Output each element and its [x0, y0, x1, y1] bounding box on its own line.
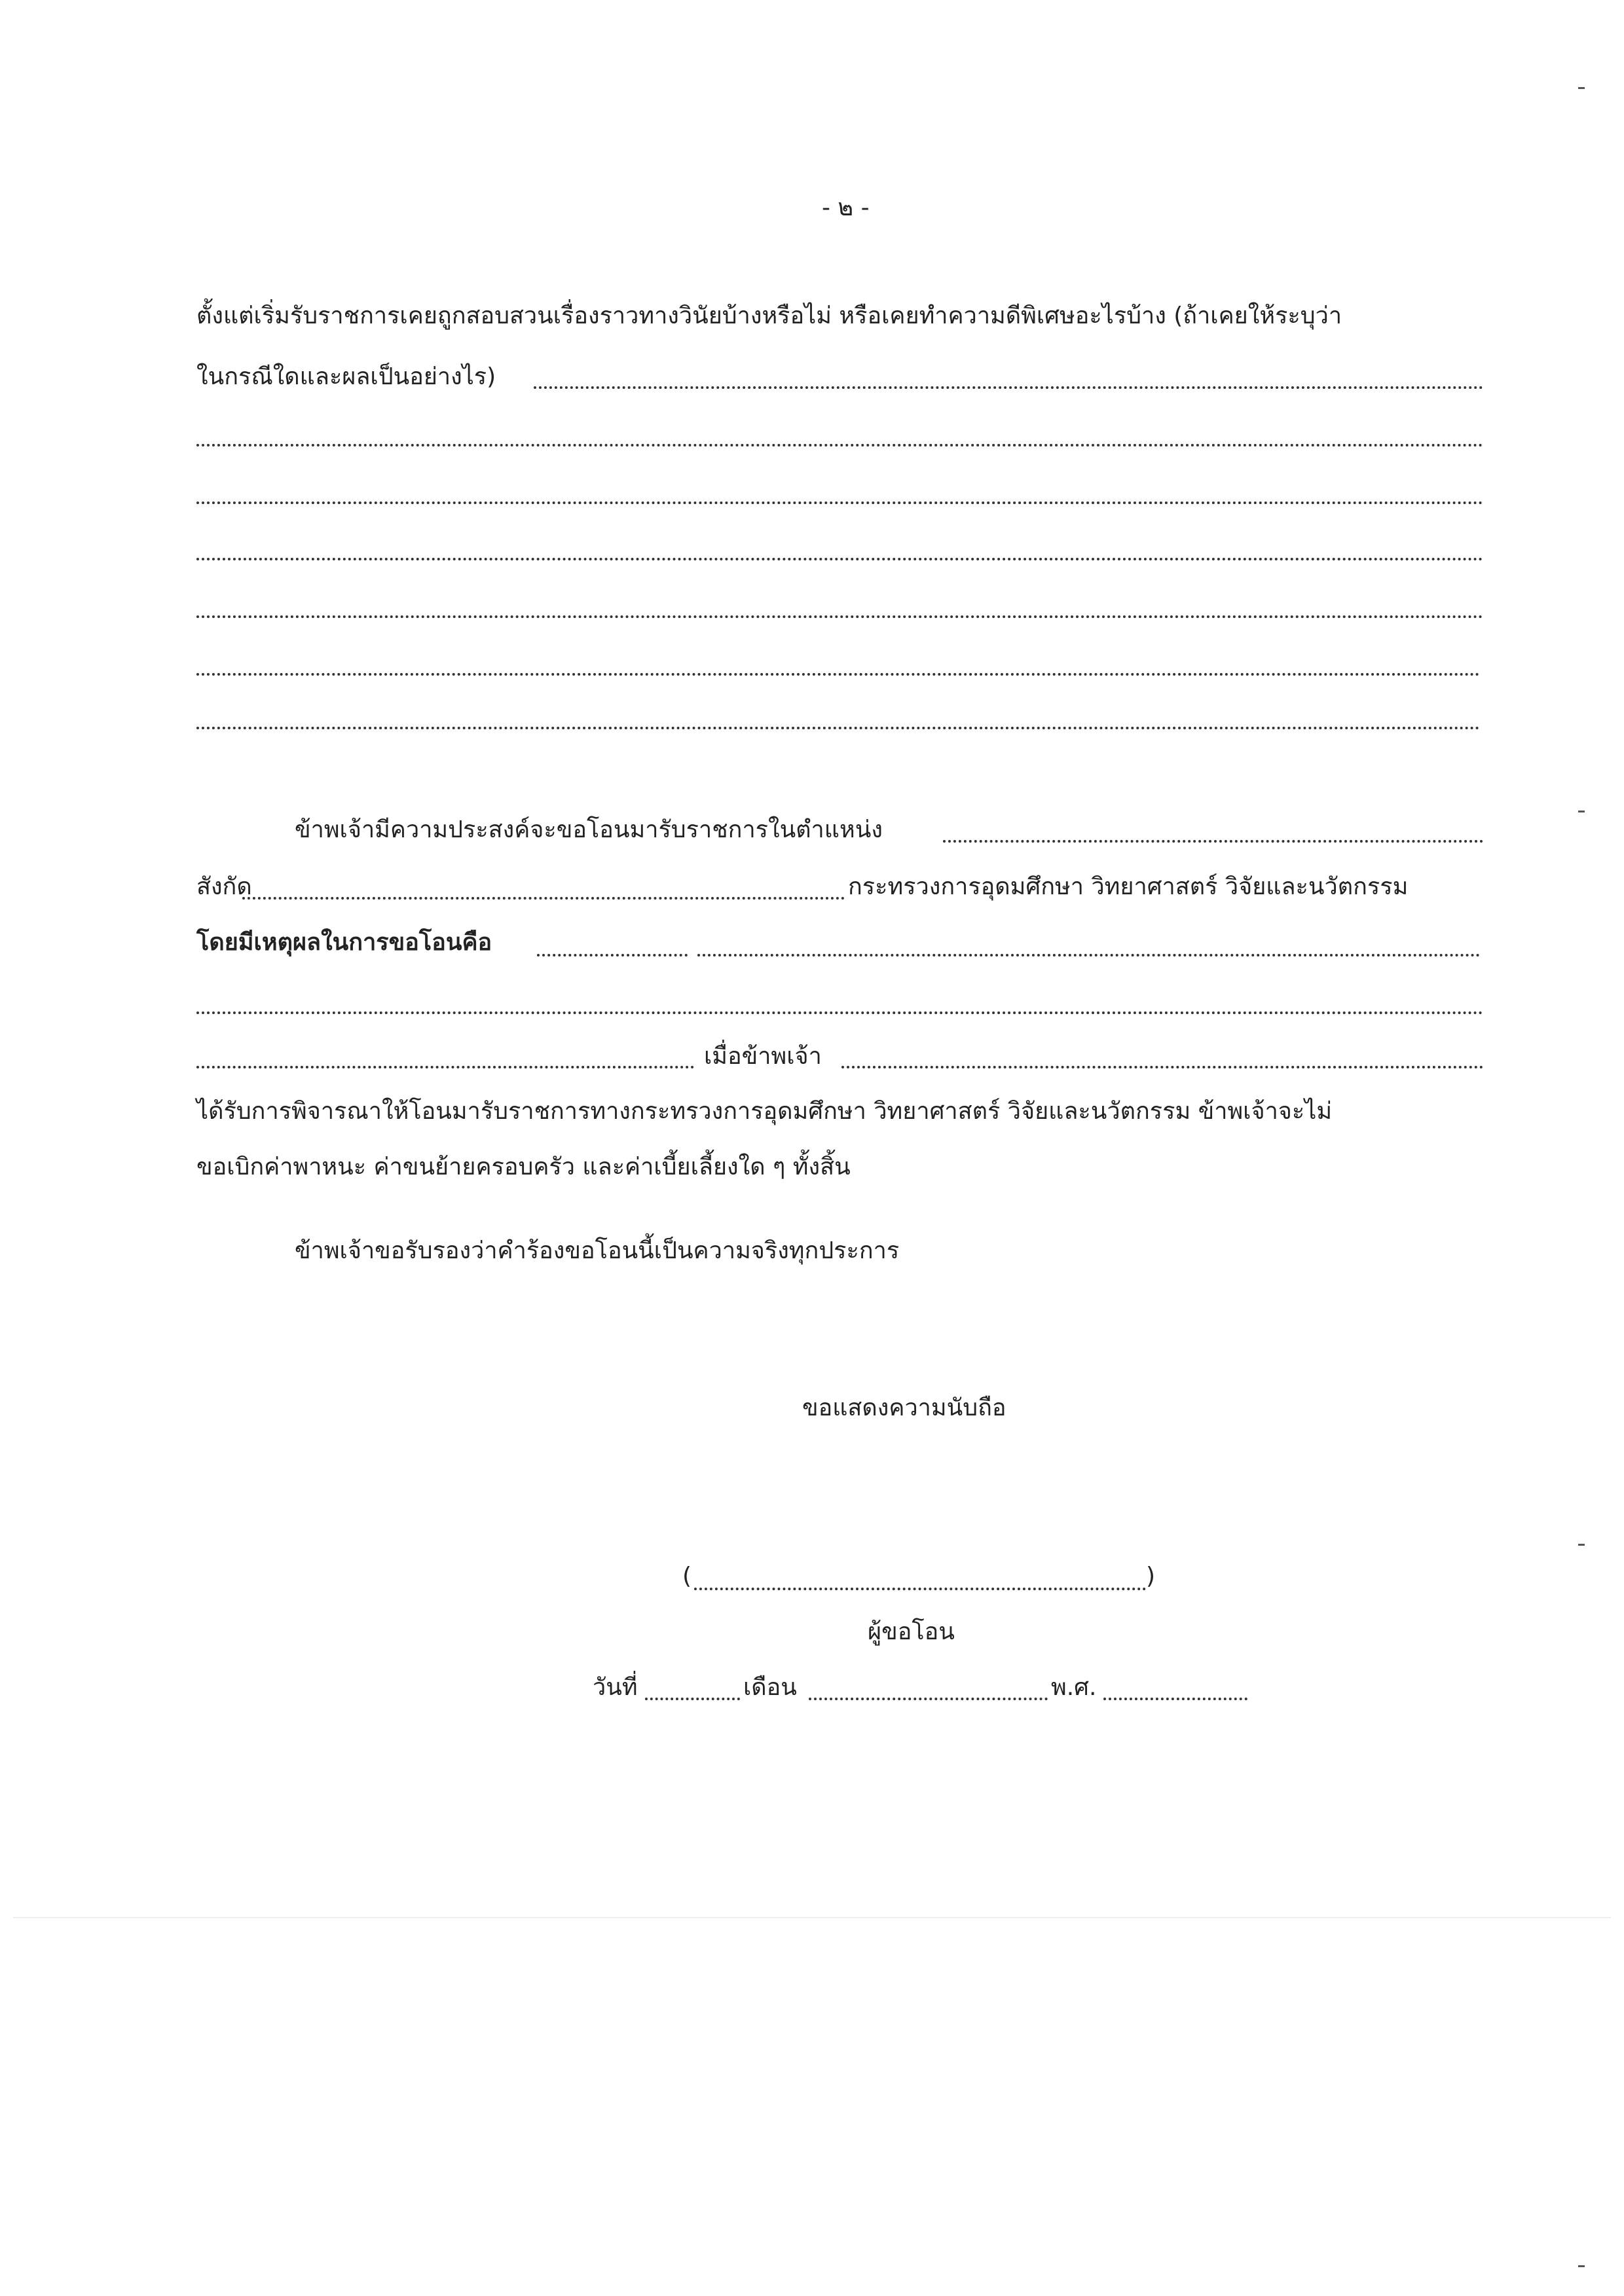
- margin-mark-1: [1578, 87, 1585, 89]
- date-month-field[interactable]: [809, 1698, 1048, 1700]
- position-field[interactable]: [943, 840, 1483, 843]
- approval-line1: ได้รับการพิจารณาให้โอนมารับราชการทางกระทรวงการอุดมศึกษา วิทยาศาสตร์ วิจัยและนวัตกรรม ข้าพเจ้าจะไม่: [196, 1098, 1333, 1125]
- closing-respect: ขอแสดงความนับถือ: [802, 1394, 1006, 1421]
- margin-mark-2: [1578, 811, 1585, 812]
- date-year-field[interactable]: [1103, 1698, 1247, 1700]
- certification-statement: ข้าพเจ้าขอรับรองว่าคำร้องขอโอนนี้เป็นความจริงทุกประการ: [295, 1237, 900, 1264]
- discipline-answer-field-1[interactable]: [534, 386, 1483, 389]
- transfer-reason-label: โดยมีเหตุผลในการขอโอนคือ: [196, 929, 492, 956]
- margin-mark-3: [1578, 1544, 1585, 1546]
- reason-field-1a[interactable]: [537, 954, 688, 957]
- reason-field-2[interactable]: [196, 1011, 1483, 1014]
- margin-mark-4: [1578, 2265, 1585, 2267]
- signer-title: ผู้ขอโอน: [868, 1618, 955, 1645]
- reason-field-3[interactable]: [196, 1066, 694, 1068]
- discipline-answer-field-3[interactable]: [196, 501, 1483, 504]
- transfer-position-label: ข้าพเจ้ามีความประสงค์จะขอโอนมารับราชการในตำแหน่ง: [295, 816, 883, 843]
- signature-close-paren: ): [1146, 1563, 1156, 1590]
- affiliation-field[interactable]: [242, 897, 845, 900]
- approval-line2: ขอเบิกค่าพาหนะ ค่าขนย้ายครอบครัว และค่าเบี้ยเลี้ยงใด ๆ ทั้งสิ้น: [196, 1154, 851, 1180]
- discipline-answer-field-4[interactable]: [196, 558, 1483, 560]
- ministry-name: กระทรวงการอุดมศึกษา วิทยาศาสตร์ วิจัยและนวัตกรรม: [848, 873, 1409, 900]
- discipline-answer-field-6[interactable]: [196, 673, 1480, 676]
- discipline-answer-field-2[interactable]: [196, 444, 1483, 446]
- page-number: - ๒ -: [822, 194, 870, 221]
- when-field[interactable]: [841, 1066, 1483, 1068]
- date-year-label: พ.ศ.: [1051, 1674, 1097, 1701]
- date-day-field[interactable]: [645, 1698, 740, 1700]
- date-day-label: วันที่: [593, 1674, 638, 1701]
- reason-field-1b[interactable]: [697, 954, 1480, 957]
- discipline-answer-field-7[interactable]: [196, 727, 1480, 729]
- discipline-question-line2: ในกรณีใดและผลเป็นอย่างไร): [196, 363, 496, 390]
- discipline-answer-field-5[interactable]: [196, 615, 1483, 618]
- signature-open-paren: (: [682, 1563, 692, 1590]
- when-label: เมื่อข้าพเจ้า: [704, 1043, 822, 1070]
- signature-name-field[interactable]: [694, 1588, 1146, 1590]
- affiliation-label: สังกัด: [196, 873, 252, 900]
- scan-fold-line: [13, 1917, 1611, 1918]
- discipline-question-line1: ตั้งแต่เริ่มรับราชการเคยถูกสอบสวนเรื่องราวทางวินัยบ้างหรือไม่ หรือเคยทำความดีพิเศษอะไรบ้าง (ถ้าเคยให้ระบุว่า: [196, 302, 1342, 329]
- date-month-label: เดือน: [743, 1674, 797, 1701]
